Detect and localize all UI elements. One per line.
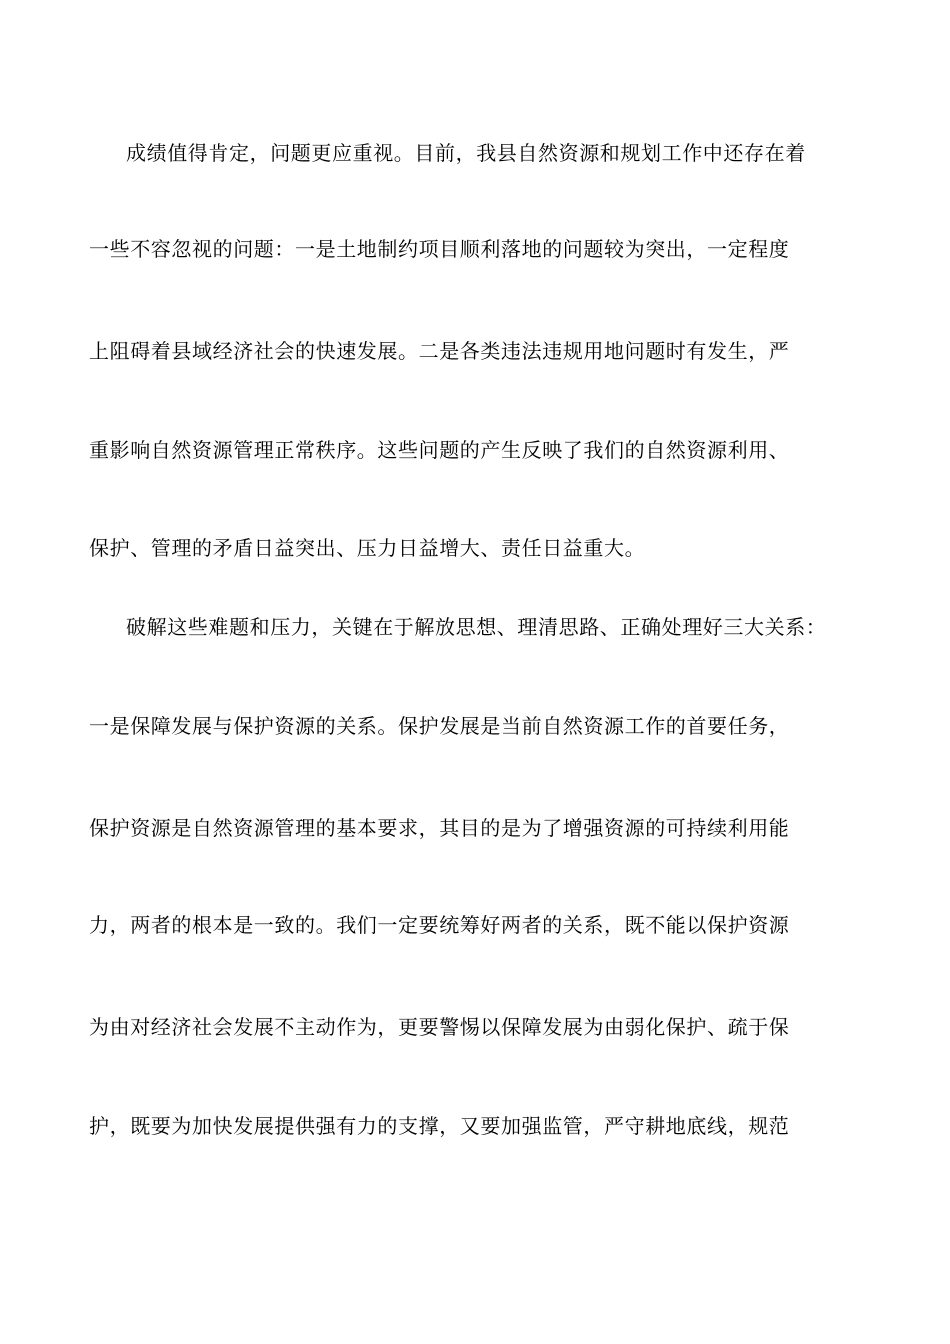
text-line: 一些不容忽视的问题：一是土地制约项目顺利落地的问题较为突出，一定程度 — [89, 237, 790, 261]
text-line: 破解这些难题和压力，关键在于解放思想、理清思路、正确处理好三大关系： — [126, 615, 827, 639]
text-line: 重影响自然资源管理正常秩序。这些问题的产生反映了我们的自然资源利用、 — [89, 438, 790, 462]
text-line: 护，既要为加快发展提供强有力的支撑，又要加强监管，严守耕地底线，规范 — [89, 1114, 790, 1138]
text-line: 保护、管理的矛盾日益突出、压力日益增大、责任日益重大。 — [89, 536, 646, 560]
text-line: 保护资源是自然资源管理的基本要求，其目的是为了增强资源的可持续利用能 — [89, 816, 790, 840]
text-line: 一是保障发展与保护资源的关系。保护发展是当前自然资源工作的首要任务， — [89, 714, 790, 738]
text-line: 力，两者的根本是一致的。我们一定要统筹好两者的关系，既不能以保护资源 — [89, 913, 790, 937]
text-line: 为由对经济社会发展不主动作为，更要警惕以保障发展为由弱化保护、疏于保 — [89, 1015, 790, 1039]
text-line: 成绩值得肯定，问题更应重视。目前，我县自然资源和规划工作中还存在着 — [126, 141, 806, 165]
text-line: 上阻碍着县域经济社会的快速发展。二是各类违法违规用地问题时有发生，严 — [89, 339, 790, 363]
